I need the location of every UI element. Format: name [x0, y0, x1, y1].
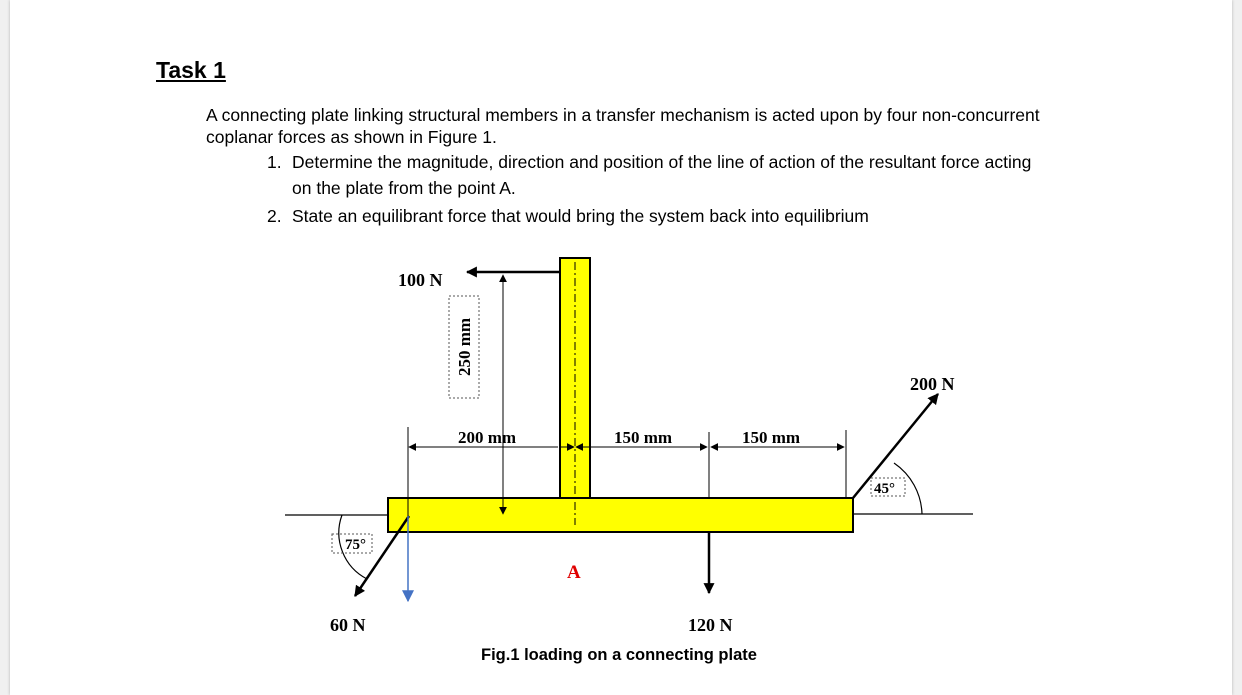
- force-60n-arrow: [355, 516, 409, 596]
- question-2-number: 2.: [267, 206, 282, 226]
- question-1-text: Determine the magnitude, direction and position of the line of action of the resultant force acting on the plate from the point A.: [292, 152, 1032, 198]
- force-200n-label: 200 N: [910, 374, 955, 394]
- task-intro: A connecting plate linking structural members in a transfer mechanism is acted upon by four non-concurrent coplanar forces as shown in Figure 1.: [206, 105, 1040, 147]
- angle-45-arc: [894, 463, 922, 514]
- dimension-200mm-label: 200 mm: [458, 428, 517, 447]
- force-100n-label: 100 N: [398, 270, 443, 290]
- force-120n-label: 120 N: [688, 615, 733, 635]
- dimension-150mm-label: 150 mm: [614, 428, 673, 447]
- force-200n-arrow: [853, 394, 938, 498]
- dimension-150mm-right-label: 150 mm: [742, 428, 801, 447]
- figure-caption: Fig.1 loading on a connecting plate: [481, 646, 757, 664]
- question-2-text: State an equilibrant force that would bring the system back into equilibrium: [292, 206, 869, 226]
- angle-45-label: 45°: [874, 481, 895, 497]
- point-a-label: A: [567, 562, 581, 583]
- task-title: Task 1: [156, 57, 226, 83]
- force-60n-label: 60 N: [330, 615, 366, 635]
- question-1-number: 1.: [267, 152, 282, 172]
- angle-75-label: 75°: [345, 537, 366, 553]
- dimension-250mm-label: 250 mm: [455, 317, 474, 377]
- horizontal-plate: [388, 498, 853, 532]
